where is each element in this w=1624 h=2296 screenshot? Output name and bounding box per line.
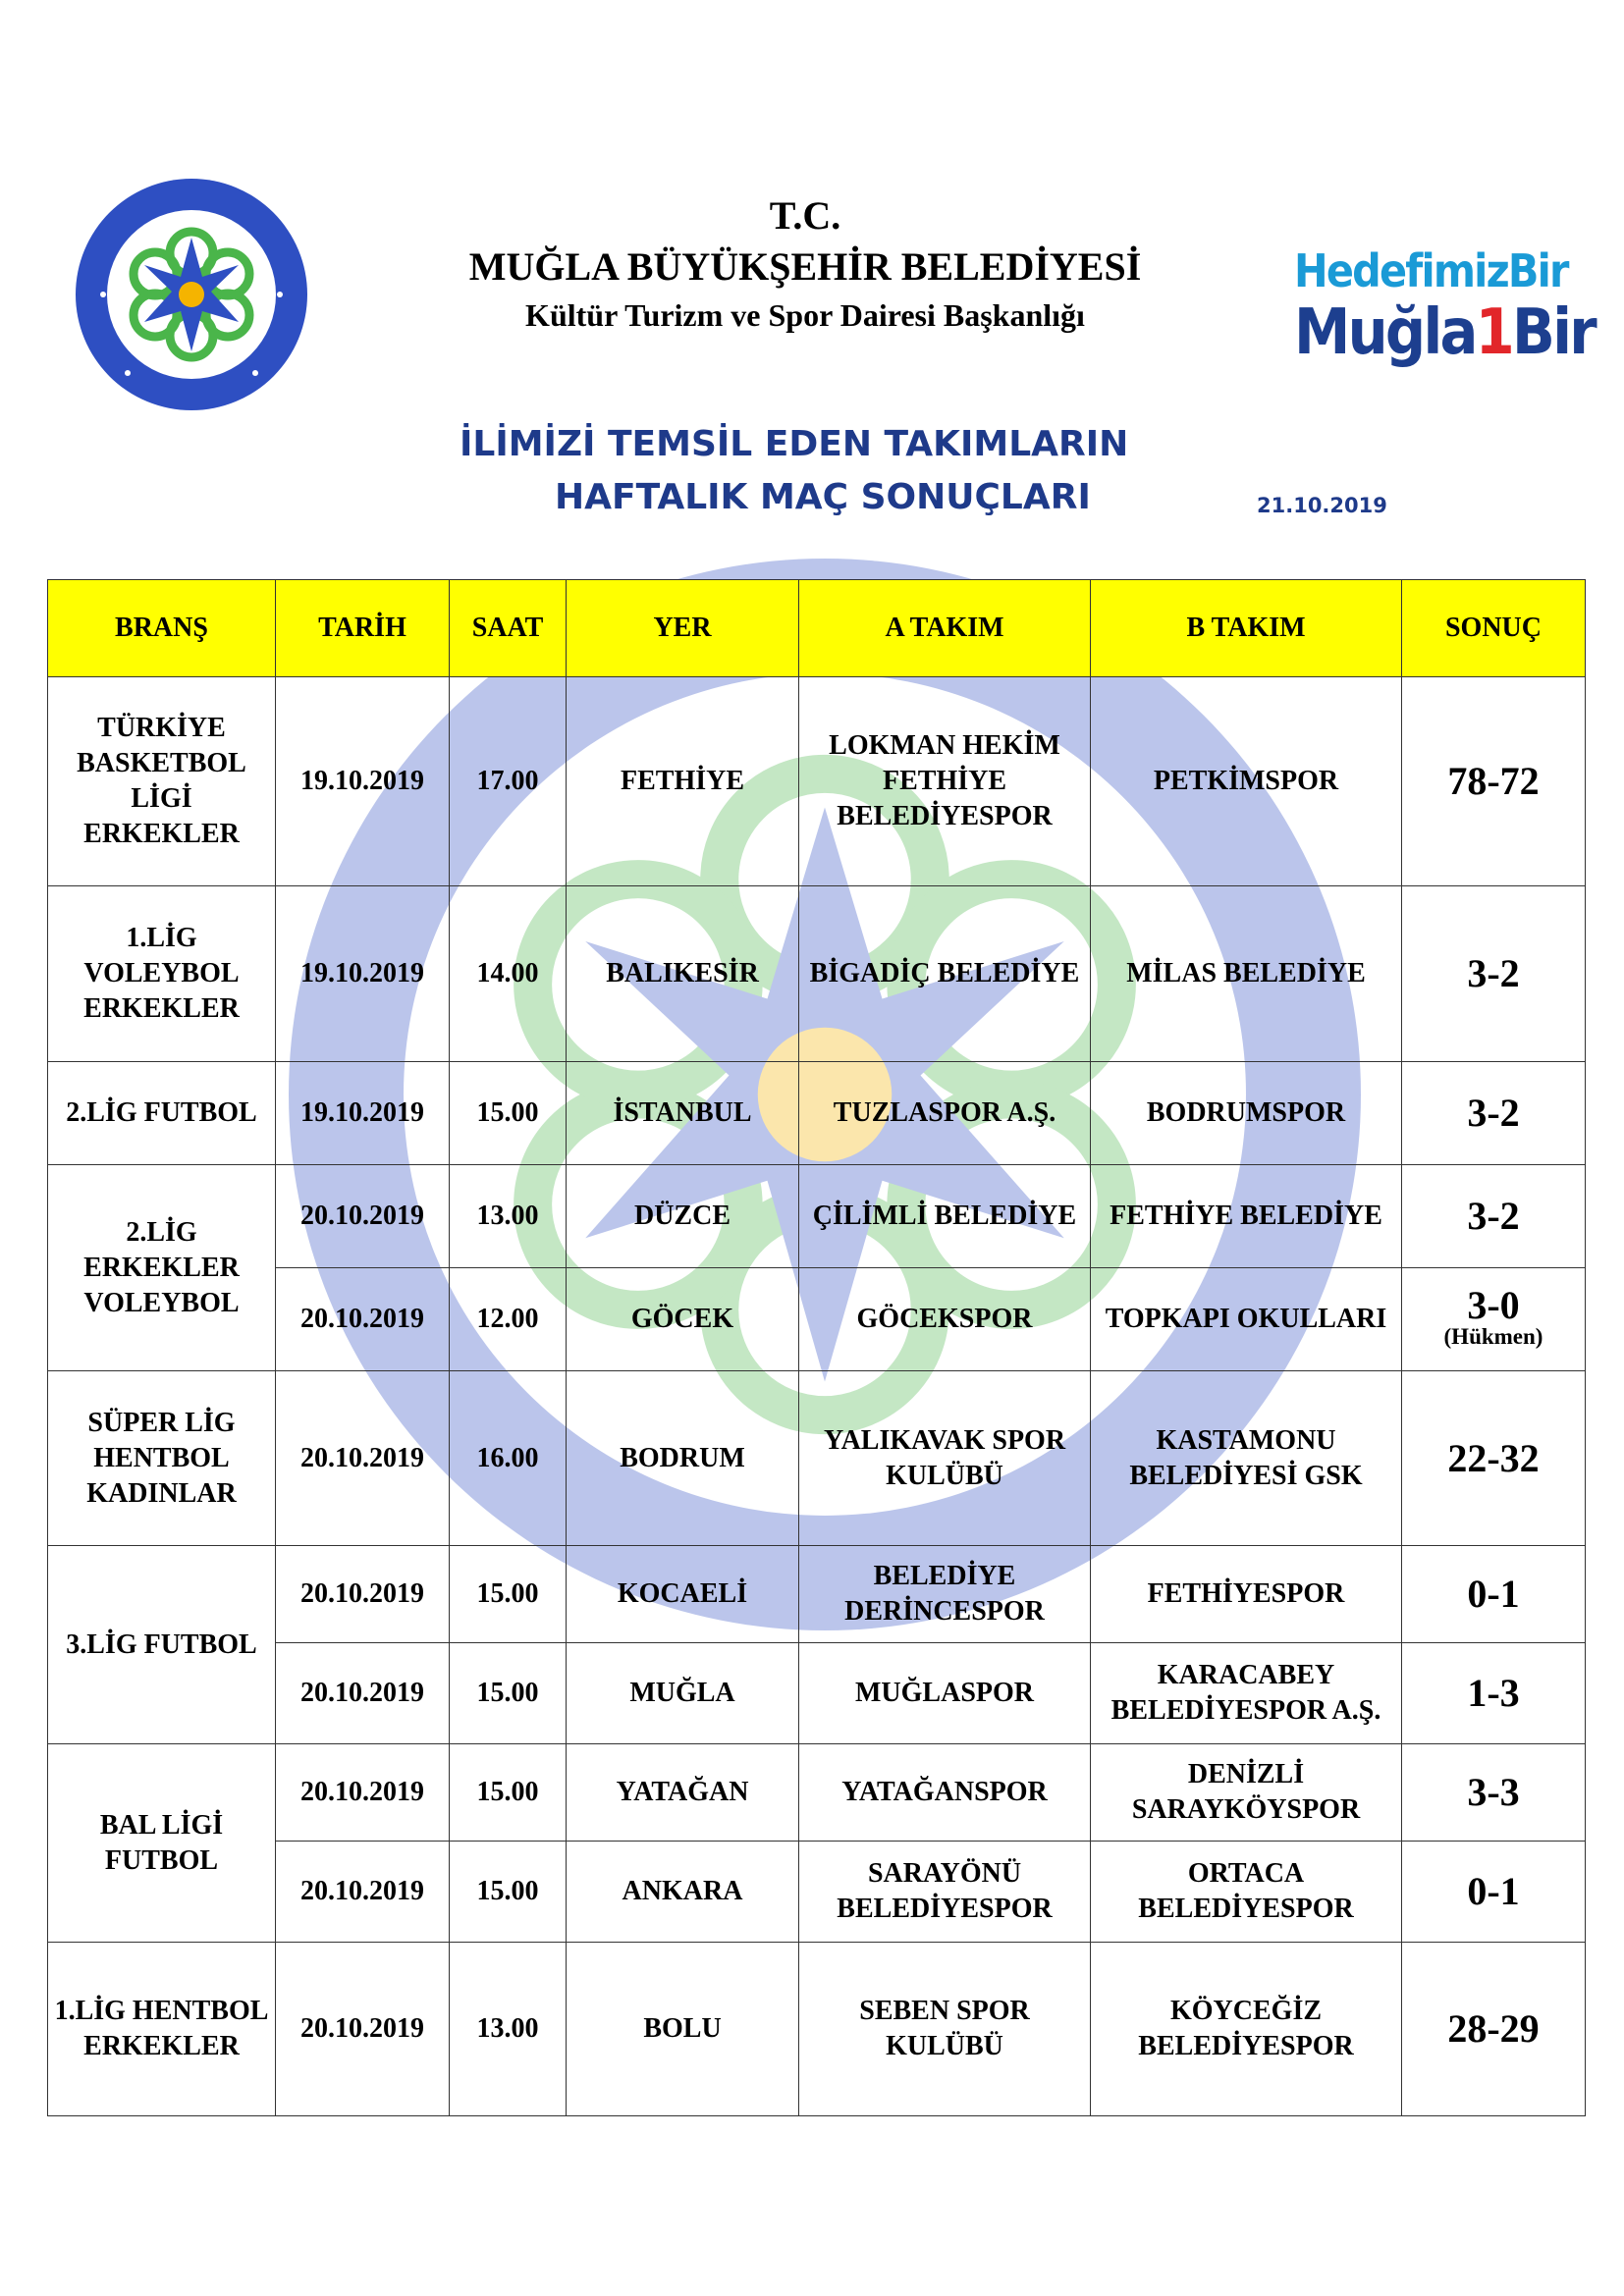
- team-b-cell: TOPKAPI OKULLARI: [1091, 1268, 1402, 1371]
- branch-cell: 2.LİG ERKEKLER VOLEYBOL: [48, 1165, 276, 1371]
- header-sonuc: SONUÇ: [1402, 580, 1586, 677]
- hedefimizbir-logo: [1294, 243, 1595, 391]
- time-cell: 12.00: [450, 1268, 567, 1371]
- result-cell: 22-32: [1402, 1371, 1586, 1546]
- date-cell: 20.10.2019: [276, 1546, 450, 1643]
- table-row: [48, 1268, 1586, 1371]
- date-cell: 20.10.2019: [276, 1643, 450, 1744]
- logo-line2-b: 1: [1475, 296, 1513, 369]
- team-a-cell: YATAĞANSPOR: [799, 1744, 1091, 1842]
- team-b-cell: FETHİYESPOR: [1091, 1546, 1402, 1643]
- results-table: [47, 579, 1586, 2116]
- result-cell: 28-29: [1402, 1943, 1586, 2116]
- date-cell: 20.10.2019: [276, 1842, 450, 1943]
- table-row: [48, 886, 1586, 1062]
- branch-cell: BAL LİGİ FUTBOL: [48, 1744, 276, 1943]
- time-cell: 15.00: [450, 1842, 567, 1943]
- branch-cell: 1.LİG VOLEYBOL ERKEKLER: [48, 886, 276, 1062]
- team-b-cell: KÖYCEĞİZ BELEDİYESPOR: [1091, 1943, 1402, 2116]
- date-cell: 20.10.2019: [276, 1744, 450, 1842]
- header-saat: SAAT: [450, 580, 567, 677]
- header-tc: T.C.: [769, 193, 841, 238]
- place-cell: BODRUM: [567, 1371, 799, 1546]
- place-cell: BOLU: [567, 1943, 799, 2116]
- time-cell: 15.00: [450, 1643, 567, 1744]
- table-row: [48, 1744, 1586, 1842]
- team-a-cell: SARAYÖNÜ BELEDİYESPOR: [799, 1842, 1091, 1943]
- team-a-cell: LOKMAN HEKİM FETHİYE BELEDİYESPOR: [799, 677, 1091, 886]
- logo-line1: HedefimizBir: [1294, 244, 1568, 297]
- date-cell: 20.10.2019: [276, 1165, 450, 1268]
- branch-cell: TÜRKİYE BASKETBOL LİGİ ERKEKLER: [48, 677, 276, 886]
- team-a-cell: YALIKAVAK SPOR KULÜBÜ: [799, 1371, 1091, 1546]
- team-b-cell: MİLAS BELEDİYE: [1091, 886, 1402, 1062]
- place-cell: KOCAELİ: [567, 1546, 799, 1643]
- date-cell: 20.10.2019: [276, 1943, 450, 2116]
- team-a-cell: SEBEN SPOR KULÜBÜ: [799, 1943, 1091, 2116]
- subtitle-line1: İLİMİZİ TEMSİL EDEN TAKIMLARIN: [460, 424, 1129, 464]
- time-cell: 14.00: [450, 886, 567, 1062]
- time-cell: 16.00: [450, 1371, 567, 1546]
- time-cell: 13.00: [450, 1165, 567, 1268]
- team-b-cell: ORTACA BELEDİYESPOR: [1091, 1842, 1402, 1943]
- header-a-takim: A TAKIM: [799, 580, 1091, 677]
- time-cell: 15.00: [450, 1062, 567, 1165]
- branch-cell: SÜPER LİG HENTBOL KADINLAR: [48, 1371, 276, 1546]
- place-cell: DÜZCE: [567, 1165, 799, 1268]
- logo-line2-a: Muğla: [1294, 296, 1476, 369]
- team-b-cell: PETKİMSPOR: [1091, 677, 1402, 886]
- team-a-cell: TUZLASPOR A.Ş.: [799, 1062, 1091, 1165]
- place-cell: ANKARA: [567, 1842, 799, 1943]
- time-cell: 13.00: [450, 1943, 567, 2116]
- result-cell: 1-3: [1402, 1643, 1586, 1744]
- team-a-cell: ÇİLİMLİ BELEDİYE: [799, 1165, 1091, 1268]
- team-b-cell: KARACABEY BELEDİYESPOR A.Ş.: [1091, 1643, 1402, 1744]
- branch-cell: 3.LİG FUTBOL: [48, 1546, 276, 1744]
- time-cell: 15.00: [450, 1744, 567, 1842]
- place-cell: İSTANBUL: [567, 1062, 799, 1165]
- header-yer: YER: [567, 580, 799, 677]
- date-cell: 19.10.2019: [276, 1062, 450, 1165]
- team-a-cell: MUĞLASPOR: [799, 1643, 1091, 1744]
- result-cell: 78-72: [1402, 677, 1586, 886]
- logo-line2-c: Bir: [1512, 296, 1595, 369]
- team-a-cell: BİGADİÇ BELEDİYE: [799, 886, 1091, 1062]
- place-cell: GÖCEK: [567, 1268, 799, 1371]
- table-row: [48, 1643, 1586, 1744]
- municipality-seal-icon: [74, 177, 309, 412]
- place-cell: MUĞLA: [567, 1643, 799, 1744]
- table-row: [48, 1165, 1586, 1268]
- result-cell: [1402, 1268, 1586, 1371]
- subtitle-line2: HAFTALIK MAÇ SONUÇLARI: [555, 477, 1091, 517]
- header-department: Kültür Turizm ve Spor Dairesi Başkanlığı: [525, 297, 1085, 333]
- place-cell: FETHİYE: [567, 677, 799, 886]
- date-cell: 20.10.2019: [276, 1371, 450, 1546]
- place-cell: BALIKESİR: [567, 886, 799, 1062]
- result-cell: 0-1: [1402, 1546, 1586, 1643]
- result-cell: 3-2: [1402, 1062, 1586, 1165]
- time-cell: 15.00: [450, 1546, 567, 1643]
- date-cell: 19.10.2019: [276, 886, 450, 1062]
- table-row: [48, 1842, 1586, 1943]
- date-cell: 20.10.2019: [276, 1268, 450, 1371]
- team-b-cell: BODRUMSPOR: [1091, 1062, 1402, 1165]
- branch-cell: 2.LİG FUTBOL: [48, 1062, 276, 1165]
- result-note: (Hükmen): [1443, 1324, 1543, 1349]
- team-b-cell: FETHİYE BELEDİYE: [1091, 1165, 1402, 1268]
- header-brans: BRANŞ: [48, 580, 276, 677]
- table-row: [48, 1371, 1586, 1546]
- header-tarih: TARİH: [276, 580, 450, 677]
- table-row: [48, 1062, 1586, 1165]
- header-organization: MUĞLA BÜYÜKŞEHİR BELEDİYESİ: [468, 244, 1142, 289]
- table-header-row: [48, 580, 1586, 677]
- date-cell: 19.10.2019: [276, 677, 450, 886]
- place-cell: YATAĞAN: [567, 1744, 799, 1842]
- logo-line2: [1294, 296, 1595, 369]
- report-date: 21.10.2019: [1257, 494, 1387, 517]
- result-cell: 0-1: [1402, 1842, 1586, 1943]
- header-b-takim: B TAKIM: [1091, 580, 1402, 677]
- result-cell: 3-2: [1402, 1165, 1586, 1268]
- team-b-cell: KASTAMONU BELEDİYESİ GSK: [1091, 1371, 1402, 1546]
- table-row: [48, 1546, 1586, 1643]
- result-cell: 3-3: [1402, 1744, 1586, 1842]
- table-row: [48, 1943, 1586, 2116]
- table-row: [48, 677, 1586, 886]
- team-a-cell: BELEDİYE DERİNCESPOR: [799, 1546, 1091, 1643]
- time-cell: 17.00: [450, 677, 567, 886]
- result-value: 3-0: [1467, 1283, 1520, 1327]
- team-b-cell: DENİZLİ SARAYKÖYSPOR: [1091, 1744, 1402, 1842]
- result-cell: 3-2: [1402, 886, 1586, 1062]
- branch-cell: 1.LİG HENTBOL ERKEKLER: [48, 1943, 276, 2116]
- team-a-cell: GÖCEKSPOR: [799, 1268, 1091, 1371]
